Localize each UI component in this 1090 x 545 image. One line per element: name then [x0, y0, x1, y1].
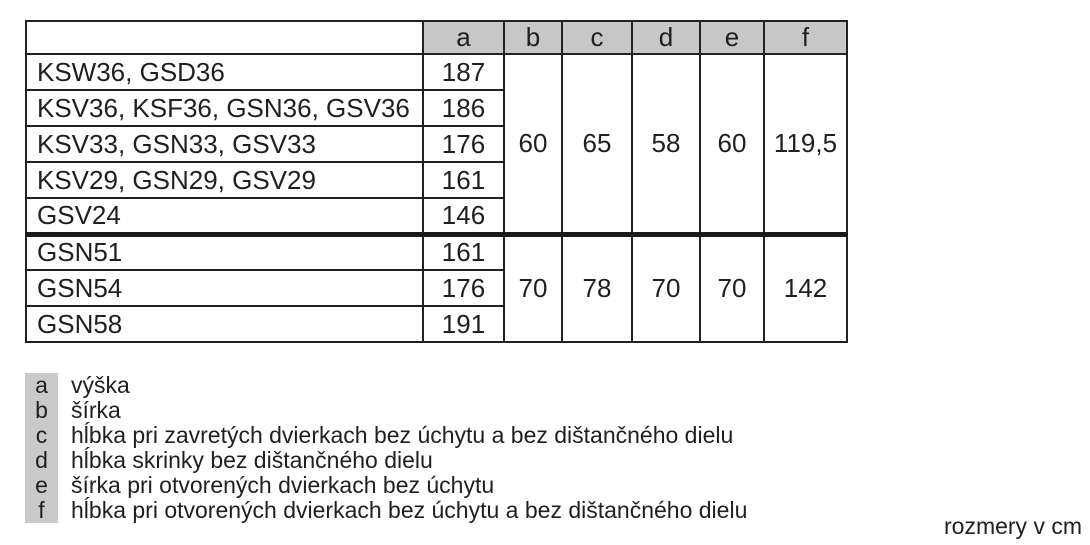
table-row — [26, 234, 847, 270]
legend-label: hĺbka pri otvorených dvierkach bez úchytu a bez dištančného dielu — [71, 497, 748, 523]
legend-label: výška — [71, 372, 130, 398]
column-header-a: a — [423, 21, 504, 54]
legend-item — [25, 398, 747, 423]
legend-item — [25, 473, 747, 498]
value-f-cell: 142 — [764, 234, 847, 342]
legend-item — [25, 423, 747, 448]
legend-item — [25, 373, 747, 398]
legend-key: a — [25, 373, 58, 398]
value-a-cell: 176 — [423, 126, 504, 162]
legend-key: d — [25, 448, 58, 473]
value-a-cell: 146 — [423, 198, 504, 234]
value-a-cell: 161 — [423, 234, 504, 270]
column-header-b: b — [504, 21, 562, 54]
value-e-cell: 60 — [700, 54, 764, 234]
column-header-c: c — [562, 21, 632, 54]
legend-label: hĺbka skrinky bez dištančného dielu — [71, 447, 433, 473]
legend — [25, 373, 747, 523]
legend-label: šírka — [71, 397, 121, 423]
model-cell: KSV29, GSN29, GSV29 — [26, 162, 423, 198]
value-a-cell: 187 — [423, 54, 504, 90]
legend-key: b — [25, 398, 58, 423]
value-a-cell: 191 — [423, 306, 504, 342]
value-d-cell: 58 — [632, 54, 700, 234]
legend-label: šírka pri otvorených dvierkach bez úchytu — [71, 472, 495, 498]
legend-key: f — [25, 498, 58, 523]
legend-item — [25, 448, 747, 473]
model-cell: GSN58 — [26, 306, 423, 342]
value-b-cell: 60 — [504, 54, 562, 234]
column-header-e: e — [700, 21, 764, 54]
model-cell: GSN51 — [26, 234, 423, 270]
value-d-cell: 70 — [632, 234, 700, 342]
units-note: rozmery v cm — [944, 513, 1082, 539]
value-f-cell: 119,5 — [764, 54, 847, 234]
value-c-cell: 65 — [562, 54, 632, 234]
model-cell: KSV33, GSN33, GSV33 — [26, 126, 423, 162]
legend-key: c — [25, 423, 58, 448]
value-a-cell: 176 — [423, 270, 504, 306]
value-e-cell: 70 — [700, 234, 764, 342]
model-cell: GSV24 — [26, 198, 423, 234]
value-a-cell: 186 — [423, 90, 504, 126]
column-header-f: f — [764, 21, 847, 54]
value-c-cell: 78 — [562, 234, 632, 342]
legend-label: hĺbka pri zavretých dvierkach bez úchytu a bez dištančného dielu — [71, 422, 734, 448]
value-a-cell: 161 — [423, 162, 504, 198]
table-header-row — [26, 21, 847, 54]
value-b-cell: 70 — [504, 234, 562, 342]
model-cell: GSN54 — [26, 270, 423, 306]
legend-item — [25, 498, 747, 523]
model-cell: KSW36, GSD36 — [26, 54, 423, 90]
column-header-d: d — [632, 21, 700, 54]
header-corner-cell — [26, 21, 423, 54]
model-cell: KSV36, KSF36, GSN36, GSV36 — [26, 90, 423, 126]
legend-key: e — [25, 473, 58, 498]
table-row — [26, 54, 847, 90]
dimensions-table — [25, 20, 848, 343]
